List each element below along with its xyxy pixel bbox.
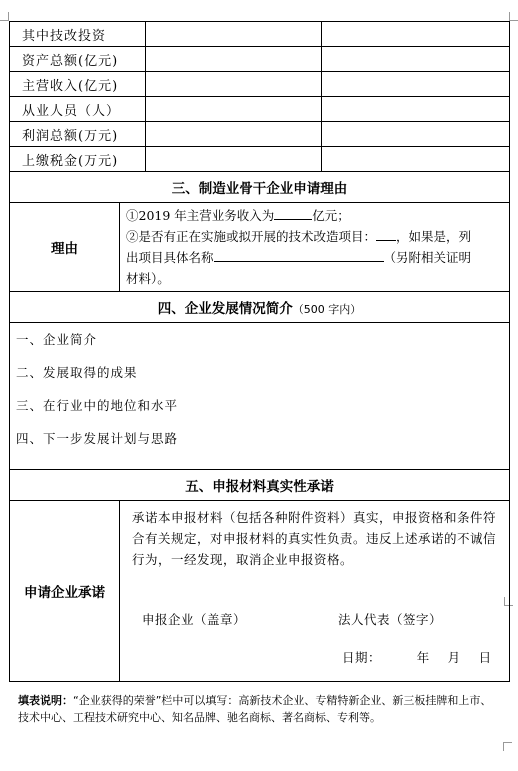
form-instructions xyxy=(18,693,502,726)
company-intro-area[interactable] xyxy=(10,323,510,470)
financial-label: 资产总额(亿元) xyxy=(10,47,146,72)
value-cell[interactable] xyxy=(322,47,510,72)
financial-label: 上缴税金(万元) xyxy=(10,147,146,172)
value-cell[interactable] xyxy=(322,122,510,147)
financial-row xyxy=(10,72,510,97)
word-limit-note: （500 字内） xyxy=(292,303,362,316)
intro-item: 三、在行业中的地位和水平 xyxy=(16,398,179,413)
value-cell[interactable] xyxy=(146,122,322,147)
intro-item: 二、发展取得的成果 xyxy=(16,365,138,380)
value-cell[interactable] xyxy=(146,22,322,47)
instructions-label: 填表说明： xyxy=(18,694,73,707)
crop-mark-top-right xyxy=(509,12,518,21)
commitment-text: 承诺本申报材料（包括各种附件资料）真实，申报资格和条件符合有关规定，对申报材料的真实性负责。违反上述承诺的不诚信行为，一经发现，取消企业申报资格。 xyxy=(132,510,497,567)
financial-row xyxy=(10,147,510,172)
revenue-prefix: ①2019 年主营业务收入为 xyxy=(126,208,275,223)
financial-row xyxy=(10,122,510,147)
signature-row xyxy=(142,609,472,630)
legal-rep-signature[interactable]: 法人代表（签字） xyxy=(338,612,443,627)
commitment-content xyxy=(120,501,510,682)
reason-label: 理由 xyxy=(10,203,120,292)
project-answer-blank[interactable] xyxy=(376,227,396,241)
value-cell[interactable] xyxy=(146,147,322,172)
date-field[interactable]: 日期： 年 月 日 xyxy=(342,650,492,665)
revenue-suffix: 亿元； xyxy=(312,208,350,223)
project-name-blank[interactable] xyxy=(214,248,384,262)
section-3-title: 三、制造业骨干企业申请理由 xyxy=(10,172,510,203)
value-cell[interactable] xyxy=(322,22,510,47)
value-cell[interactable] xyxy=(322,147,510,172)
financial-label: 主营收入(亿元) xyxy=(10,72,146,97)
instructions-text: “企业获得的荣誉”栏中可以填写：高新技术企业、专精特新企业、新三板挂牌和上市、技术中心、工程技术研究中心、知名品牌、驰名商标、著名商标、专利等。 xyxy=(18,694,492,724)
application-form xyxy=(9,21,509,682)
financial-row xyxy=(10,22,510,47)
intro-item: 一、企业简介 xyxy=(16,332,98,347)
intro-item: 四、下一步发展计划与思路 xyxy=(16,431,179,446)
revenue-blank[interactable] xyxy=(274,206,312,220)
financial-label: 利润总额(万元) xyxy=(10,122,146,147)
financial-label: 其中技改投资 xyxy=(10,22,146,47)
project-name-suffix: （另附相关证明 xyxy=(383,250,472,265)
form-table xyxy=(9,21,510,682)
crop-mark-bottom-right xyxy=(503,742,512,751)
value-cell[interactable] xyxy=(146,72,322,97)
section-4-title xyxy=(10,292,510,323)
materials-note: 材料）。 xyxy=(126,271,170,286)
financial-row xyxy=(10,47,510,72)
project-name-prefix: 出项目具体名称 xyxy=(126,250,214,265)
project-followup: ，如果是，列 xyxy=(396,229,472,244)
financial-row xyxy=(10,97,510,122)
value-cell[interactable] xyxy=(322,97,510,122)
section-5-title: 五、申报材料真实性承诺 xyxy=(10,470,510,501)
financial-label: 从业人员（人） xyxy=(10,97,146,122)
applicant-seal[interactable]: 申报企业（盖章） xyxy=(142,612,247,627)
value-cell[interactable] xyxy=(322,72,510,97)
crop-mark-top-left xyxy=(0,12,9,21)
value-cell[interactable] xyxy=(146,47,322,72)
project-question: ②是否有正在实施或拟开展的技术改造项目： xyxy=(126,229,377,244)
section-4-heading: 四、企业发展情况简介 xyxy=(157,301,293,317)
commitment-label: 申请企业承诺 xyxy=(10,501,120,682)
value-cell[interactable] xyxy=(146,97,322,122)
reason-content xyxy=(120,203,510,292)
